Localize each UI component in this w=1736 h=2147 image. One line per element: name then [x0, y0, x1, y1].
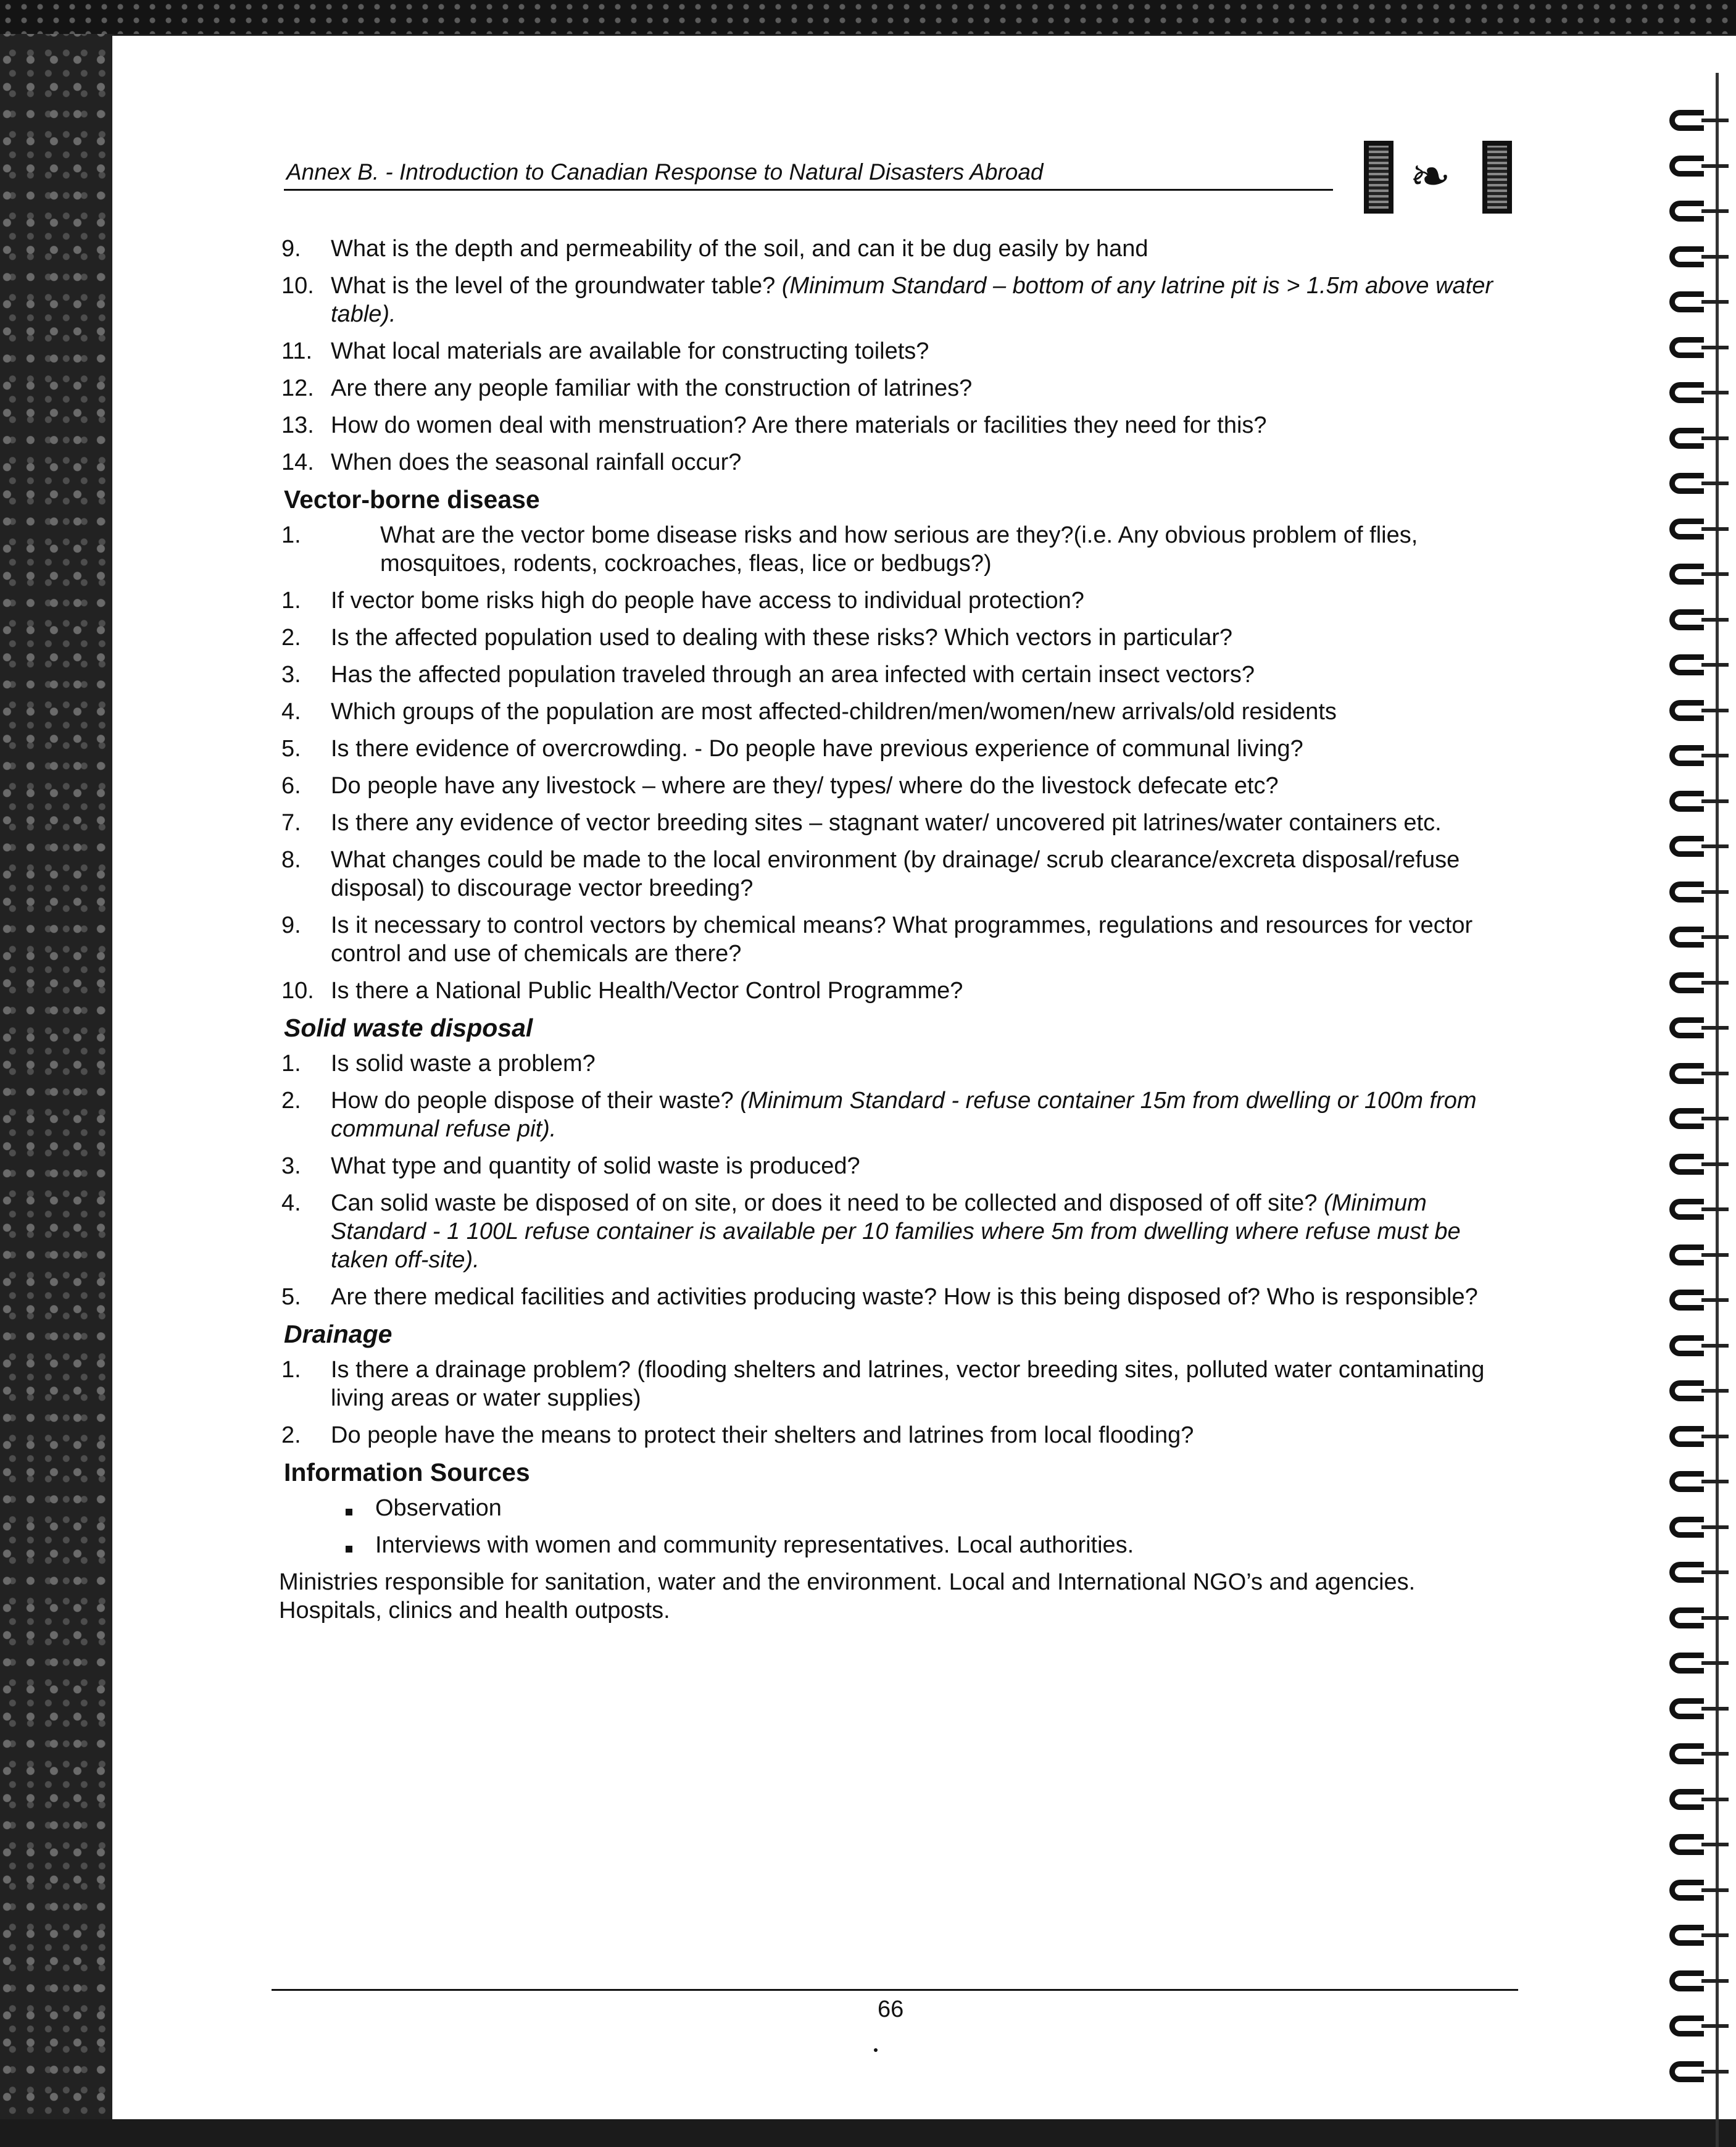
- document-body: [276, 235, 1511, 1625]
- sanitation-questions: [276, 235, 1511, 477]
- list-item: 1. Is there a drainage problem? (flooding shelters and latrines, vector breeding sites, polluted water contaminating living areas or water supplies): [281, 1357, 1485, 1411]
- binding-ring: [1669, 1380, 1704, 1401]
- binding-ring-tail: [1701, 391, 1729, 394]
- binding-ring: [1669, 972, 1704, 993]
- list-item: 4. Can solid waste be disposed of on site, or does it need to be collected and disposed of off site? (Minimum Standard - 1 100L refuse container is available per 10 families where 5m from dwelling where refuse must be taken off-site).: [281, 1190, 1461, 1273]
- binding-ring-tail: [1701, 572, 1729, 576]
- list-item: 12. Are there any people familiar with the construction of latrines?: [281, 375, 973, 401]
- section-heading-vector: Vector-borne disease: [284, 485, 540, 514]
- binding-ring: [1669, 1335, 1704, 1356]
- binding-ring-tail: [1701, 300, 1729, 304]
- binding-ring-tail: [1701, 1525, 1729, 1529]
- list-item: 1. Is solid waste a problem?: [281, 1051, 596, 1077]
- binding-ring-tail: [1701, 346, 1729, 349]
- binding-ring-tail: [1701, 1933, 1729, 1937]
- list-item: 10. What is the level of the groundwater table? (Minimum Standard – bottom of any latrine pit is > 1.5m above water table).: [281, 273, 1493, 327]
- footer-rule: [272, 1989, 1518, 1991]
- binding-ring: [1669, 1244, 1704, 1265]
- header-rule: [284, 189, 1333, 191]
- binding-ring-tail: [1701, 436, 1729, 440]
- binding-ring-tail: [1701, 1117, 1729, 1120]
- binding-ring-tail: [1701, 119, 1729, 122]
- list-item: 1. What are the vector bome disease risks and how serious are they?(i.e. Any obvious problem of flies, mosquitoes, rodents, cockroaches, fleas, lice or bedbugs?): [281, 522, 1418, 577]
- bullet-item: Observation: [276, 1494, 1511, 1522]
- info-paragraph: Ministries responsible for sanitation, water and the environment. Local and International NGO’s and agencies. Hospitals, clinics and health outposts.: [279, 1569, 1416, 1624]
- binding-ring: [1669, 745, 1704, 766]
- list-item: 11. What local materials are available for constructing toilets?: [281, 338, 929, 364]
- binding-ring: [1669, 2016, 1704, 2037]
- binding-ring: [1669, 882, 1704, 903]
- binding-ring: [1669, 1880, 1704, 1901]
- binding-ring-tail: [1701, 618, 1729, 622]
- binding-ring-tail: [1701, 754, 1729, 757]
- binding-ring: [1669, 428, 1704, 449]
- binding-ring-tail: [1701, 1389, 1729, 1393]
- binding-ring-tail: [1701, 527, 1729, 531]
- bullet-item: Interviews with women and community representatives. Local authorities.: [276, 1531, 1511, 1559]
- binding-ring: [1669, 1063, 1704, 1084]
- list-item: 3. Has the affected population traveled through an area infected with certain insect vectors?: [281, 662, 1255, 688]
- binding-ring: [1669, 927, 1704, 948]
- binding-ring: [1669, 1970, 1704, 1991]
- binding-ring: [1669, 1562, 1704, 1583]
- binding-ring-tail: [1701, 709, 1729, 712]
- list-item: 7. Is there any evidence of vector breeding sites – stagnant water/ uncovered pit latrines/water containers etc.: [281, 810, 1442, 836]
- binding-ring: [1669, 791, 1704, 812]
- binding-ring-tail: [1701, 1207, 1729, 1211]
- binding-ring-tail: [1701, 1752, 1729, 1756]
- binding-ring-tail: [1701, 1480, 1729, 1483]
- binding-ring-tail: [1701, 482, 1729, 485]
- binding-ring: [1669, 1607, 1704, 1628]
- binding-ring: [1669, 473, 1704, 494]
- binding-ring-tail: [1701, 1707, 1729, 1711]
- list-item: 2. Is the affected population used to dealing with these risks? Which vectors in particular?: [281, 625, 1232, 651]
- list-item: 1. If vector bome risks high do people have access to individual protection?: [281, 588, 1084, 614]
- list-item: 2. Do people have the means to protect their shelters and latrines from local flooding?: [281, 1422, 1194, 1448]
- list-item: 8. What changes could be made to the local environment (by drainage/ scrub clearance/excreta disposal/refuse disposal) to discourage vector breeding?: [281, 847, 1460, 901]
- list-item: 14. When does the seasonal rainfall occur?: [281, 449, 742, 475]
- binding-ring: [1669, 1108, 1704, 1129]
- binding-ring-tail: [1701, 981, 1729, 985]
- binding-ring: [1669, 291, 1704, 312]
- binding-ring-tail: [1701, 935, 1729, 939]
- bullet-icon: [276, 1531, 375, 1559]
- binding-ring-tail: [1701, 1570, 1729, 1574]
- binding-ring-tail: [1701, 799, 1729, 803]
- binding-ring: [1669, 609, 1704, 630]
- binding-ring: [1669, 1743, 1704, 1764]
- binding-ring-tail: [1701, 890, 1729, 894]
- binding-ring-tail: [1701, 2070, 1729, 2074]
- section-heading-solid-waste: Solid waste disposal: [284, 1014, 533, 1042]
- binding-ring-tail: [1701, 1979, 1729, 1983]
- list-item: 4. Which groups of the population are most affected-children/men/women/new arrivals/old residents: [281, 699, 1337, 725]
- binding-ring: [1669, 156, 1704, 177]
- binding-ring: [1669, 654, 1704, 675]
- list-item: 9. What is the depth and permeability of the soil, and can it be dug easily by hand: [281, 236, 1148, 262]
- binding-ring-tail: [1701, 663, 1729, 667]
- binding-ring-tail: [1701, 2024, 1729, 2028]
- binding-ring: [1669, 337, 1704, 358]
- binding-ring: [1669, 1426, 1704, 1447]
- binding-ring-tail: [1701, 844, 1729, 848]
- scan-background-top: [0, 0, 1736, 34]
- binding-ring-tail: [1701, 209, 1729, 213]
- binding-ring-tail: [1701, 164, 1729, 168]
- binding-ring: [1669, 110, 1704, 131]
- section-heading-drainage: Drainage: [284, 1320, 392, 1348]
- canada-flag-logo: [1364, 141, 1512, 214]
- list-item: 6. Do people have any livestock – where are they/ types/ where do the livestock defecate etc?: [281, 773, 1279, 799]
- binding-ring: [1669, 1471, 1704, 1492]
- binding-ring: [1669, 1017, 1704, 1038]
- binding-ring-tail: [1701, 1162, 1729, 1166]
- binding-ring: [1669, 201, 1704, 222]
- list-item: 10. Is there a National Public Health/Vector Control Programme?: [281, 978, 963, 1004]
- binding-ring: [1669, 836, 1704, 857]
- binding-ring: [1669, 519, 1704, 540]
- binding-ring-tail: [1701, 1026, 1729, 1030]
- list-item: 13. How do women deal with menstruation? Are there materials or facilities they need for this?: [281, 412, 1267, 438]
- scan-background: [0, 0, 114, 2119]
- binding-ring-tail: [1701, 1616, 1729, 1620]
- bullet-icon: [276, 1494, 375, 1522]
- page-number: 66: [878, 1996, 904, 2022]
- list-item: 3. What type and quantity of solid waste is produced?: [281, 1153, 860, 1179]
- binding-ring-tail: [1701, 1298, 1729, 1302]
- running-header: Annex B. - Introduction to Canadian Response to Natural Disasters Abroad: [286, 159, 1044, 185]
- section-heading-info-sources: Information Sources: [284, 1458, 530, 1486]
- binding-ring: [1669, 564, 1704, 585]
- list-item: 2. How do people dispose of their waste? (Minimum Standard - refuse container 15m from dwelling or 100m from communal refuse pit).: [281, 1088, 1477, 1142]
- binding-ring: [1669, 1653, 1704, 1674]
- flag-bar-left: [1364, 141, 1393, 214]
- binding-ring: [1669, 1834, 1704, 1855]
- binding-ring: [1669, 382, 1704, 403]
- binding-ring-tail: [1701, 1888, 1729, 1892]
- binding-ring: [1669, 1925, 1704, 1946]
- binding-ring: [1669, 1290, 1704, 1311]
- binding-ring-tail: [1701, 255, 1729, 259]
- binding-ring: [1669, 1789, 1704, 1810]
- binding-ring: [1669, 2061, 1704, 2082]
- binding-ring-tail: [1701, 1072, 1729, 1075]
- list-item: 5. Is there evidence of overcrowding. - Do people have previous experience of communal living?: [281, 736, 1303, 762]
- binding-ring: [1669, 1698, 1704, 1719]
- binding-ring: [1669, 1154, 1704, 1175]
- page-edge: [1716, 73, 1719, 2147]
- binding-ring: [1669, 700, 1704, 721]
- binding-ring-tail: [1701, 1435, 1729, 1438]
- spiral-binding: [1643, 36, 1736, 2119]
- binding-ring-tail: [1701, 1253, 1729, 1257]
- binding-ring-tail: [1701, 1798, 1729, 1801]
- list-item: 5. Are there medical facilities and activities producing waste? How is this being disposed of? Who is responsible?: [281, 1284, 1478, 1310]
- scan-speck: [874, 2048, 878, 2052]
- binding-ring-tail: [1701, 1843, 1729, 1846]
- flag-bar-right: [1482, 141, 1512, 214]
- binding-ring: [1669, 1517, 1704, 1538]
- maple-leaf-icon: ❧: [1410, 149, 1452, 204]
- binding-ring: [1669, 246, 1704, 267]
- binding-ring-tail: [1701, 1661, 1729, 1665]
- list-item: 9. Is it necessary to control vectors by chemical means? What programmes, regulations and resources for vector control and use of chemicals are there?: [281, 912, 1473, 967]
- binding-ring-tail: [1701, 1344, 1729, 1348]
- binding-ring: [1669, 1199, 1704, 1220]
